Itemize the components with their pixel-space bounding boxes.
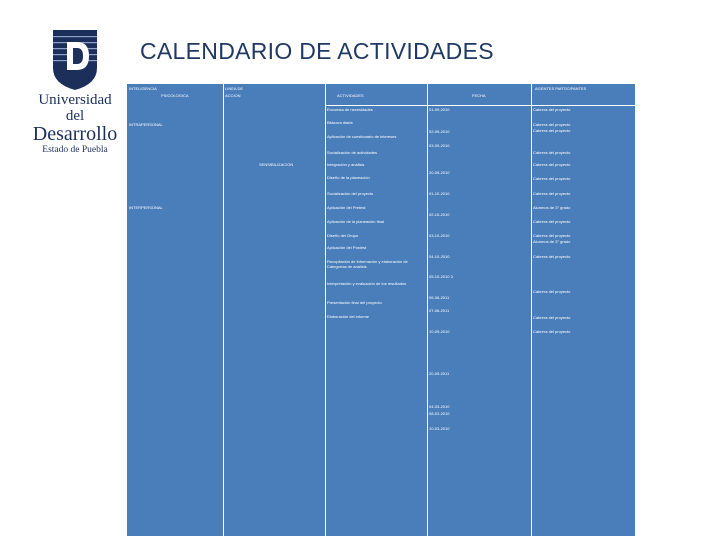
header-divider: [325, 105, 635, 106]
agent-item: Cabrera del proyecto: [533, 150, 571, 155]
activity-item: Integración y análisis: [327, 162, 365, 167]
agent-item: Cabrera del proyecto: [533, 315, 571, 320]
header-psicologica: PSICOLOGICA: [161, 93, 189, 98]
date-item: 03-10-2010: [429, 233, 450, 238]
column-divider: [531, 84, 532, 536]
activity-item: Bitácora diaria: [327, 120, 353, 125]
date-item: 02-09-2010: [429, 129, 450, 134]
header-accion: ACCION: [225, 93, 241, 98]
activity-item: Diseño de la planeación: [327, 175, 370, 180]
date-item: 08-03-2010: [429, 411, 450, 416]
activity-item: Diseño del Grupo: [327, 233, 359, 238]
header-fecha: FECHA: [472, 93, 486, 98]
activity-item: Aplicación de cuestionario de intereses: [327, 134, 397, 139]
activity-item: Socialización de actividades: [327, 150, 378, 155]
header-linea-de: LINEA DE: [225, 86, 244, 91]
date-item: 06-06-2011: [429, 295, 450, 300]
date-item: 04-10-2010: [429, 254, 450, 259]
line-of-action-label: SENSIBILIZACION: [259, 162, 294, 167]
header-agentes: AGENTES PARTICIPANTES: [535, 86, 587, 91]
logo-line1: Universidad del: [38, 92, 112, 124]
page-title: CALENDARIO DE ACTIVIDADES: [140, 38, 494, 64]
header-inteligencia: INTELIGENCIA: [129, 86, 157, 91]
agent-item: Cabrera del proyecto: [533, 233, 571, 238]
logo-line2: Desarrollo: [32, 123, 118, 145]
activity-item: Elaboración del informe: [327, 314, 370, 319]
activity-item: Aplicación de la planeación final: [327, 219, 384, 224]
activity-item: Presentación final del proyecto: [327, 300, 382, 305]
column-divider: [223, 84, 224, 536]
agent-item: Alumnos de 3° grado: [533, 205, 571, 210]
header-actividades: ACTIVIDADES: [337, 93, 364, 98]
column-divider: [325, 84, 326, 536]
activity-item: Aplicación del Pretest: [327, 205, 366, 210]
date-item: 20-09-2011: [429, 371, 450, 376]
activity-item: Recopilación de información y elaboración de Categorías de análisis: [327, 259, 408, 269]
agent-item: Cabrera del proyecto: [533, 329, 571, 334]
agent-item: Cabrera del proyecto: [533, 254, 571, 259]
agent-item: Cabrera del proyecto: [533, 162, 571, 167]
date-item: 07-06-2011: [429, 308, 450, 313]
date-item: 03-09-2010: [429, 143, 450, 148]
activity-item: Encuesta de necesidades: [327, 107, 373, 112]
date-item: 01-10-2010: [429, 191, 450, 196]
date-item: 20-09-2010: [429, 170, 450, 175]
agent-item: Cabrera del proyecto: [533, 128, 571, 133]
agent-item: Cabrera del proyecto: [533, 176, 571, 181]
university-shield-icon: [45, 28, 105, 92]
date-item: 02-10-2010: [429, 212, 450, 217]
date-item: 05-10-2010 3: [429, 274, 453, 279]
intelligence-label: INTERPERSONAL: [129, 205, 163, 210]
agent-item: Cabrera del proyecto: [533, 107, 571, 112]
activities-table: [127, 84, 635, 536]
agent-item: Cabrera del proyecto: [533, 289, 571, 294]
date-item: 04-03-2010: [429, 404, 450, 409]
agent-item: Cabrera del proyecto: [533, 122, 571, 127]
university-logo: [30, 28, 120, 156]
date-item: 10-09-2010: [429, 329, 450, 334]
column-divider: [427, 84, 428, 536]
activity-item: Aplicación del Postest: [327, 245, 367, 250]
agent-item: Cabrera del proyecto: [533, 219, 571, 224]
activity-item: Interpretación y evaluación de los resultados: [327, 281, 407, 286]
intelligence-label: INTRAPERSONAL: [129, 122, 163, 127]
agent-item: Cabrera del proyecto: [533, 191, 571, 196]
activity-item: Socialización del proyecto: [327, 191, 374, 196]
date-item: 01-09-2010: [429, 107, 450, 112]
logo-line3: Estado de Puebla: [42, 145, 108, 155]
date-item: 10-03-2010: [429, 426, 450, 431]
agent-item: Alumnos de 3° grado: [533, 239, 571, 244]
